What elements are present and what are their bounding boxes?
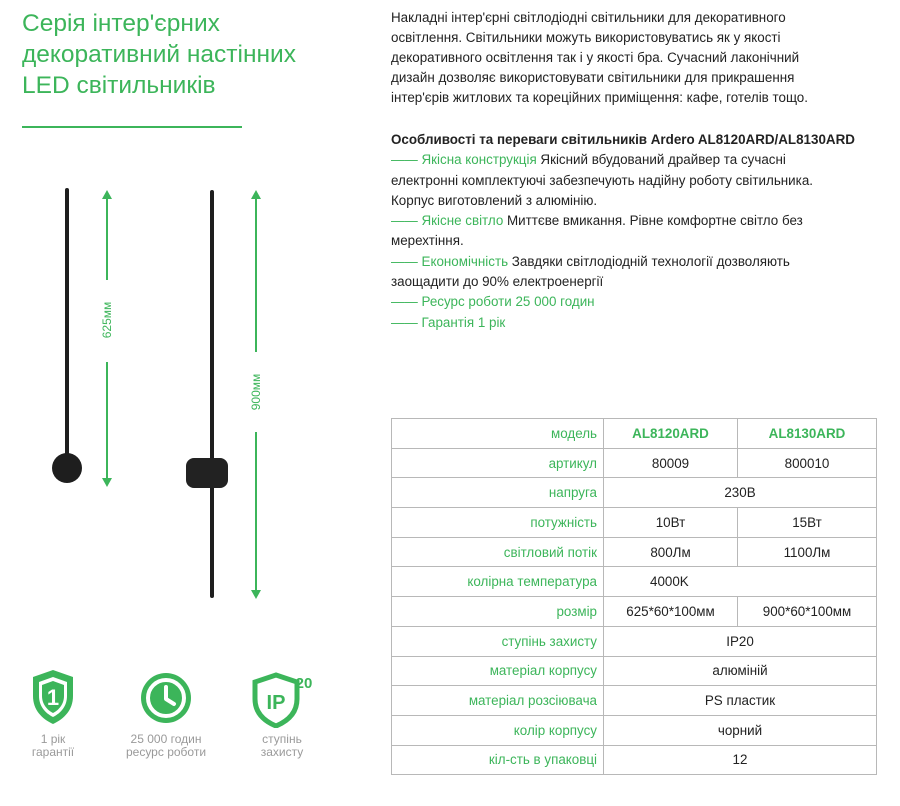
short-lamp-head bbox=[52, 453, 82, 483]
spec-value: 4000K bbox=[604, 567, 877, 597]
spec-label: розмір bbox=[392, 597, 604, 627]
ip-rating: 20 bbox=[295, 675, 313, 692]
spec-value: PS пластик bbox=[604, 686, 877, 716]
feature-title: Економічність bbox=[421, 253, 509, 269]
features-section bbox=[391, 130, 891, 333]
warranty-value: 1 bbox=[46, 685, 60, 710]
spec-label: ступінь захисту bbox=[392, 626, 604, 656]
page-title bbox=[22, 8, 342, 101]
spec-value: 230В bbox=[604, 478, 877, 508]
spec-value: 80009 bbox=[604, 448, 738, 478]
table-row bbox=[392, 419, 877, 449]
feature-text: заощадити до 90% електроенергії bbox=[391, 274, 604, 290]
table-row bbox=[392, 626, 877, 656]
model-header: AL8130ARD bbox=[738, 419, 877, 449]
spec-value: 625*60*100мм bbox=[604, 597, 738, 627]
badge-label-line: гарантії bbox=[31, 745, 75, 759]
feature-item bbox=[391, 252, 891, 272]
feature-text: електронні комплектуючі забезпечують надійну роботу світильника. bbox=[391, 172, 813, 188]
spec-label: світловий потік bbox=[392, 537, 604, 567]
spec-label: модель bbox=[392, 419, 604, 449]
warranty-badge bbox=[16, 668, 90, 759]
spec-label: матеріал розсіювача bbox=[392, 686, 604, 716]
feature-dash: —— bbox=[391, 213, 422, 229]
spec-value: 15Вт bbox=[738, 508, 877, 538]
title-line: декоративний настінних bbox=[22, 41, 296, 68]
dim-line-long-bottom bbox=[255, 432, 257, 592]
badge-label-line: ресурс роботи bbox=[125, 745, 207, 759]
dim-line-short-top bbox=[106, 198, 108, 280]
spec-value: 800Лм bbox=[604, 537, 738, 567]
title-divider bbox=[22, 126, 242, 128]
table-row bbox=[392, 508, 877, 538]
spec-label: колір корпусу bbox=[392, 715, 604, 745]
product-diagram bbox=[0, 150, 300, 620]
dim-line-long-top bbox=[255, 198, 257, 352]
intro-line: освітлення. Світильники можуть використовуватись як у якості bbox=[391, 30, 781, 45]
intro-line: інтер'єрів житлових та кореційних приміщення: кафе, готелів тощо. bbox=[391, 90, 808, 105]
lifetime-badge bbox=[112, 672, 220, 759]
spec-label: напруга bbox=[392, 478, 604, 508]
short-lamp-rod bbox=[65, 188, 69, 470]
table-row bbox=[392, 478, 877, 508]
feature-dash: —— bbox=[391, 314, 422, 330]
spec-label: колірна температура bbox=[392, 567, 604, 597]
dim-line-short-bottom bbox=[106, 362, 108, 480]
dim-label-short: 625мм bbox=[100, 301, 114, 339]
ip-shield-icon bbox=[250, 672, 314, 728]
features-heading: Особливості та переваги світильників Ardero AL8120ARD/AL8130ARD bbox=[391, 132, 855, 147]
spec-value: 10Вт bbox=[604, 508, 738, 538]
feature-title: Якісне світло bbox=[421, 213, 504, 229]
feature-title: Гарантія 1 рік bbox=[421, 314, 506, 330]
model-header: AL8120ARD bbox=[604, 419, 738, 449]
spec-value: 12 bbox=[604, 745, 877, 775]
badge-label-line: захисту bbox=[260, 745, 304, 759]
spec-label: артикул bbox=[392, 448, 604, 478]
long-lamp-rod bbox=[210, 190, 214, 598]
dim-label-long: 900мм bbox=[249, 373, 263, 411]
feature-text: Миттєве вмикання. Рівне комфортне світло без bbox=[503, 213, 803, 229]
shield-icon bbox=[29, 668, 77, 726]
feature-dash: —— bbox=[391, 294, 422, 310]
feature-text: Якісний вбудований драйвер та сучасні bbox=[536, 152, 786, 168]
dim-arrow-down bbox=[102, 478, 112, 487]
table-row bbox=[392, 537, 877, 567]
badge-label-line: ступінь bbox=[262, 732, 302, 746]
spec-value: чорний bbox=[604, 715, 877, 745]
spec-table bbox=[391, 418, 877, 775]
intro-line: декоративного освітлення так і у якості бра. Сучасний лаконічний bbox=[391, 50, 800, 65]
badge-label-line: 1 рік bbox=[40, 732, 66, 746]
protection-badge bbox=[242, 672, 322, 759]
table-row bbox=[392, 715, 877, 745]
table-row bbox=[392, 656, 877, 686]
spec-value: 1100Лм bbox=[738, 537, 877, 567]
badge-label-line: 25 000 годин bbox=[130, 732, 202, 746]
feature-item bbox=[391, 150, 891, 170]
ip-label: IP bbox=[266, 692, 286, 714]
intro-line: Накладні інтер'єрні світлодіодні світильники для декоративного bbox=[391, 10, 786, 25]
spec-value: алюміній bbox=[604, 656, 877, 686]
intro-line: дизайн дозволяє використовувати світильники для прикрашення bbox=[391, 70, 795, 85]
table-row bbox=[392, 597, 877, 627]
warranty-label bbox=[16, 733, 90, 759]
spec-label: кіл-сть в упаковці bbox=[392, 745, 604, 775]
feature-text: мерехтіння. bbox=[391, 233, 464, 249]
protection-label bbox=[242, 733, 322, 759]
feature-title: Якісна конструкція bbox=[421, 152, 537, 168]
intro-paragraph bbox=[391, 8, 881, 108]
feature-item bbox=[391, 313, 891, 333]
table-row bbox=[392, 448, 877, 478]
feature-dash: —— bbox=[391, 152, 422, 168]
feature-text: Завдяки світлодіодній технології дозволяють bbox=[508, 253, 790, 269]
feature-text: Корпус виготовлений з алюмінію. bbox=[391, 192, 598, 208]
spec-value: 900*60*100мм bbox=[738, 597, 877, 627]
feature-item bbox=[391, 211, 891, 231]
table-row bbox=[392, 745, 877, 775]
feature-dash: —— bbox=[391, 253, 422, 269]
table-row bbox=[392, 686, 877, 716]
spec-label: матеріал корпусу bbox=[392, 656, 604, 686]
table-row bbox=[392, 567, 877, 597]
lifetime-label bbox=[112, 733, 220, 759]
spec-value: IP20 bbox=[604, 626, 877, 656]
dim-arrow-down bbox=[251, 590, 261, 599]
title-line: Серія інтер'єрних bbox=[22, 10, 220, 37]
spec-label: потужність bbox=[392, 508, 604, 538]
title-line: LED світильників bbox=[22, 72, 216, 99]
feature-item bbox=[391, 292, 891, 312]
feature-title: Ресурс роботи 25 000 годин bbox=[421, 294, 595, 310]
long-lamp-head bbox=[186, 458, 228, 488]
spec-value: 800010 bbox=[738, 448, 877, 478]
clock-icon bbox=[140, 672, 192, 724]
